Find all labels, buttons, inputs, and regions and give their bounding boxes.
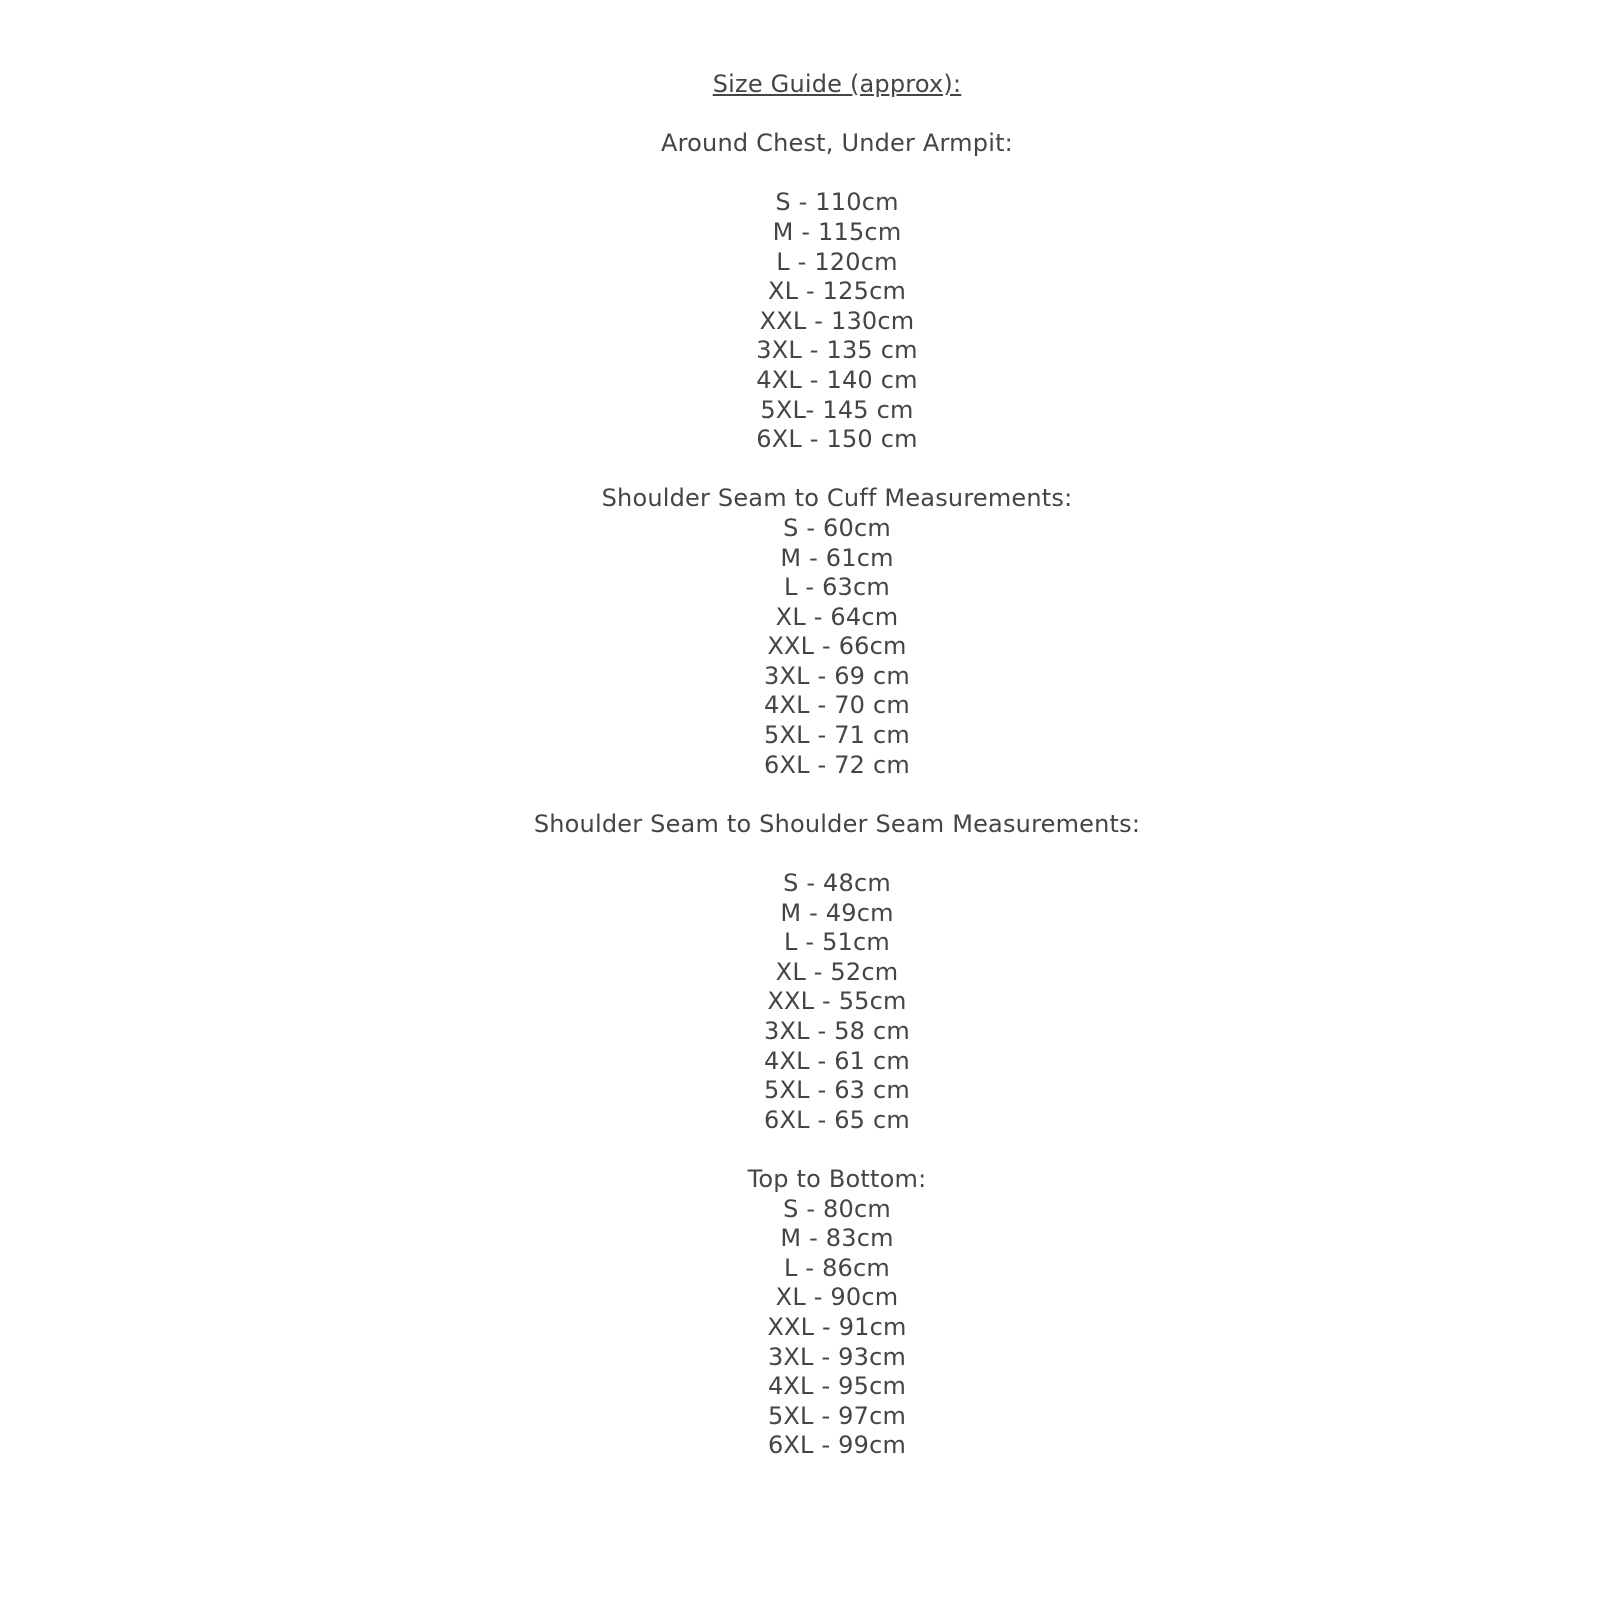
- size-row: 5XL - 63 cm: [764, 1076, 910, 1105]
- size-row-list: [37, 514, 1600, 780]
- size-row: 5XL - 71 cm: [764, 721, 910, 750]
- size-row: M - 115cm: [772, 217, 902, 246]
- size-row: 3XL - 69 cm: [764, 661, 910, 690]
- size-row: S - 60cm: [783, 513, 891, 542]
- size-row: XXL - 130cm: [759, 306, 915, 335]
- size-row: L - 86cm: [783, 1253, 890, 1282]
- section-heading-shoulder-to-cuff: Shoulder Seam to Cuff Measurements:: [601, 484, 1073, 513]
- size-row: 4XL - 61 cm: [764, 1046, 910, 1075]
- size-row: 6XL - 65 cm: [764, 1105, 910, 1134]
- section-heading-top-to-bottom: Top to Bottom:: [747, 1164, 927, 1193]
- section-heading-shoulder-to-shoulder: Shoulder Seam to Shoulder Seam Measurements:: [533, 809, 1141, 838]
- size-row: XL - 125cm: [767, 277, 907, 306]
- size-row: L - 63cm: [783, 573, 890, 602]
- size-guide: [37, 0, 1600, 1461]
- size-row: S - 48cm: [783, 869, 891, 898]
- size-row: L - 51cm: [783, 928, 890, 957]
- size-row-list: [37, 869, 1600, 1135]
- size-row: L - 120cm: [776, 247, 898, 276]
- size-row: XL - 90cm: [775, 1283, 899, 1312]
- size-row: 6XL - 99cm: [767, 1431, 907, 1460]
- size-row: XXL - 55cm: [767, 987, 907, 1016]
- section-shoulder-to-shoulder: [37, 810, 1600, 1136]
- size-row: S - 80cm: [783, 1194, 891, 1223]
- section-around-chest: [37, 129, 1600, 455]
- size-row: M - 49cm: [780, 898, 894, 927]
- size-row: 5XL - 97cm: [767, 1401, 907, 1430]
- size-row: 4XL - 140 cm: [756, 365, 918, 394]
- size-row: M - 61cm: [780, 543, 894, 572]
- size-row: 4XL - 70 cm: [764, 691, 910, 720]
- size-row: XL - 64cm: [775, 602, 899, 631]
- size-row: 6XL - 72 cm: [764, 750, 910, 779]
- size-row-list: [37, 1195, 1600, 1461]
- size-row: 6XL - 150 cm: [756, 425, 918, 454]
- size-row: 3XL - 93cm: [767, 1342, 907, 1371]
- size-row: XL - 52cm: [775, 957, 899, 986]
- size-row-list: [37, 188, 1600, 454]
- size-row: XXL - 66cm: [767, 632, 907, 661]
- size-row: S - 110cm: [775, 188, 899, 217]
- section-heading-around-chest: Around Chest, Under Armpit:: [661, 129, 1013, 158]
- size-row: 5XL- 145 cm: [760, 395, 914, 424]
- size-row: 3XL - 58 cm: [764, 1017, 910, 1045]
- size-row: 3XL - 135 cm: [756, 336, 918, 365]
- size-row: 4XL - 95cm: [767, 1372, 907, 1401]
- size-row: XXL - 91cm: [767, 1312, 907, 1341]
- size-row: M - 83cm: [780, 1224, 894, 1253]
- section-shoulder-to-cuff: [37, 484, 1600, 780]
- size-guide-title: Size Guide (approx):: [712, 70, 962, 98]
- section-top-to-bottom: [37, 1165, 1600, 1461]
